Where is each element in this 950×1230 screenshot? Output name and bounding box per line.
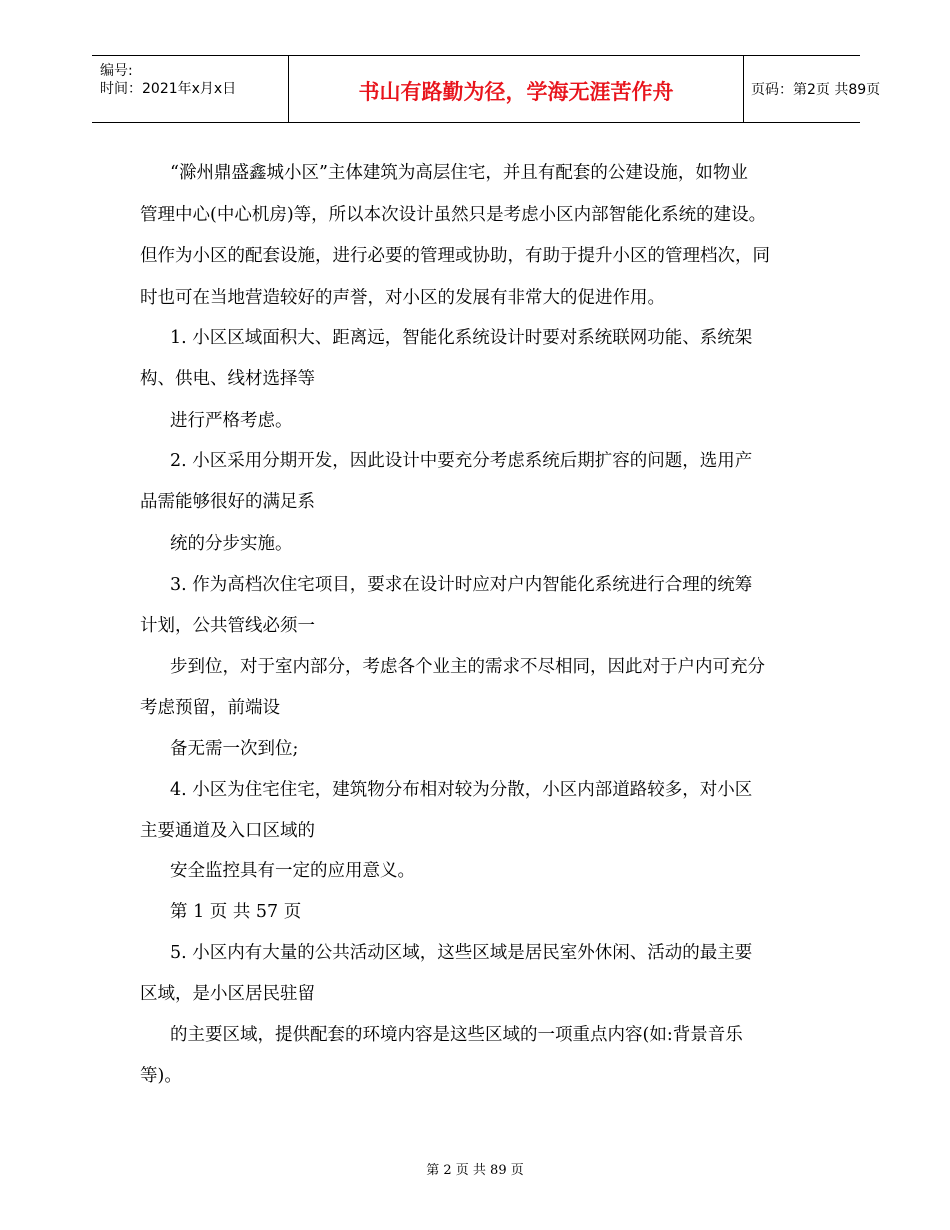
- list-item-line: 考虑预留，前端设: [140, 698, 280, 718]
- list-item-line: 构、供电、线材选择等: [140, 369, 315, 389]
- inline-page-marker: 第 1 页 共 57 页: [170, 902, 302, 922]
- header-motto: 书山有路勤为径，学海无涯苦作舟: [358, 80, 674, 104]
- list-item-line: 的主要区域，提供配套的环境内容是这些区域的一项重点内容(如:背景音乐: [170, 1025, 743, 1045]
- header-motto-cell: [288, 56, 744, 122]
- footer-page-number: 第 2 页 共 89 页: [426, 1163, 524, 1178]
- header-page-cell: [743, 56, 881, 122]
- list-item-line: 品需能够很好的满足系: [140, 492, 315, 512]
- list-item-line: 计划，公共管线必须一: [140, 616, 315, 636]
- list-item-line: 进行严格考虑。: [170, 411, 293, 431]
- document-time-label: 时间：2021年x月x日: [100, 81, 237, 97]
- list-item-line: 安全监控具有一定的应用意义。: [170, 861, 415, 881]
- list-item-line: 等)。: [140, 1066, 182, 1086]
- list-item-line: 统的分步实施。: [170, 534, 293, 554]
- page-footer: [0, 1159, 950, 1178]
- list-item-line: 主要通道及入口区域的: [140, 821, 315, 841]
- document-number-label: 编号:: [100, 63, 133, 79]
- list-item-line: 区域，是小区居民驻留: [140, 984, 315, 1004]
- paragraph-line: “滁州鼎盛鑫城小区”主体建筑为高层住宅，并且有配套的公建设施，如物业: [170, 163, 748, 183]
- paragraph-line: 管理中心(中心机房)等，所以本次设计虽然只是考虑小区内部智能化系统的建设。: [140, 205, 767, 225]
- page-header: [92, 55, 881, 123]
- paragraph-line: 但作为小区的配套设施，进行必要的管理或协助，有助于提升小区的管理档次，同: [140, 246, 770, 266]
- list-item-line: 3. 作为高档次住宅项目，要求在设计时应对户内智能化系统进行合理的统筹: [170, 575, 753, 595]
- list-item-line: 5. 小区内有大量的公共活动区域，这些区域是居民室外休闲、活动的最主要: [170, 943, 753, 963]
- header-meta-cell: [92, 56, 288, 122]
- header-page-info: 页码：第2页 共89页: [751, 82, 881, 98]
- paragraph-line: 时也可在当地营造较好的声誉，对小区的发展有非常大的促进作用。: [140, 288, 665, 308]
- list-item-line: 2. 小区采用分期开发，因此设计中要充分考虑系统后期扩容的问题，选用产: [170, 451, 753, 471]
- list-item-line: 备无需一次到位;: [170, 739, 299, 759]
- list-item-line: 1. 小区区域面积大、距离远，智能化系统设计时要对系统联网功能、系统架: [170, 328, 753, 348]
- list-item-line: 步到位，对于室内部分，考虑各个业主的需求不尽相同，因此对于户内可充分: [170, 657, 765, 677]
- list-item-line: 4. 小区为住宅住宅，建筑物分布相对较为分散，小区内部道路较多，对小区: [170, 780, 753, 800]
